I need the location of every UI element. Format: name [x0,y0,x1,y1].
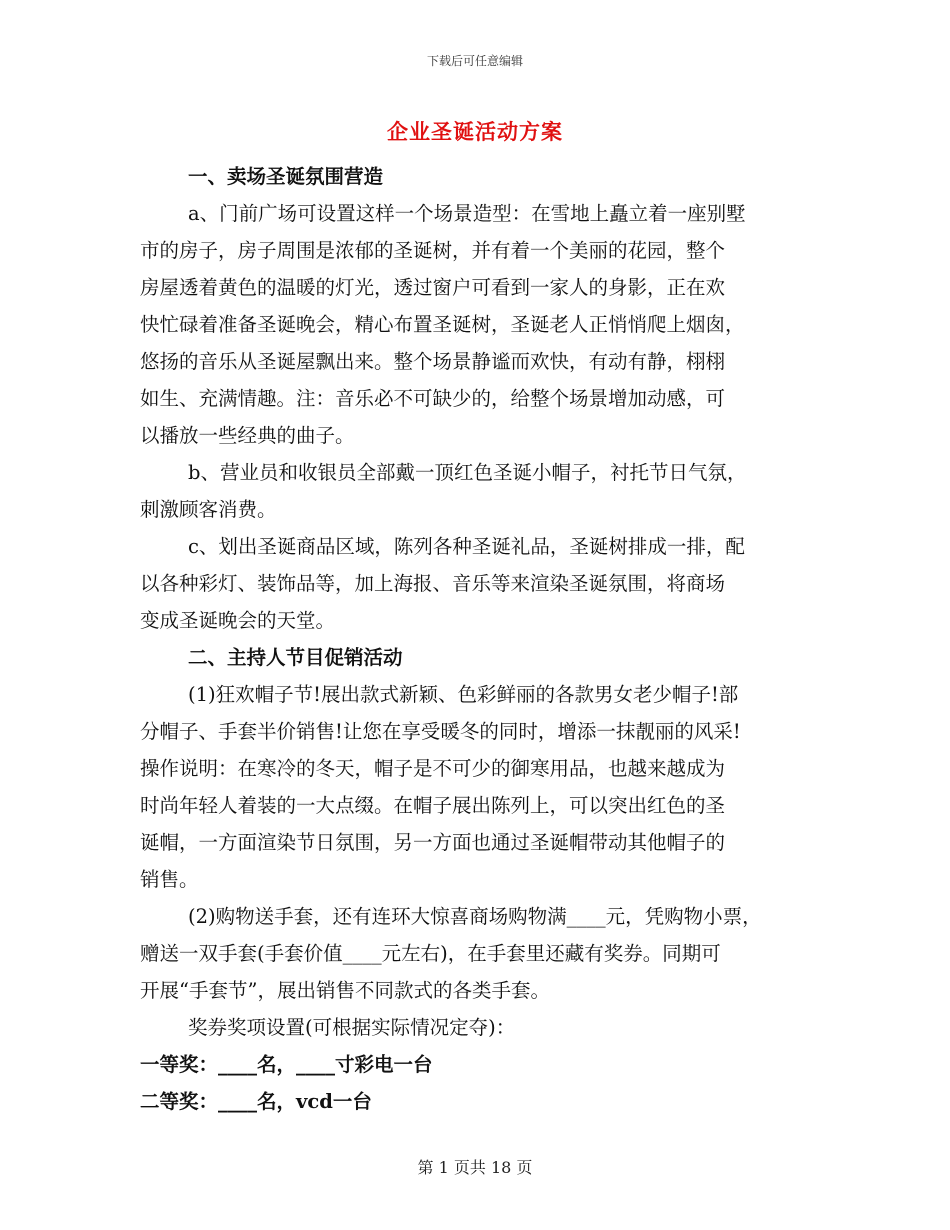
paragraph-line: 开展“手套节”，展出销售不同款式的各类手套。 [140,979,550,1002]
section-heading-1: 一、卖场圣诞氛围营造 [188,165,384,188]
page-number-footer: 第 1 页共 18 页 [417,1158,533,1177]
paragraph-line: 房屋透着黄色的温暖的灯光，透过窗户可看到一家人的身影，正在欢 [140,276,726,299]
paragraph-line: 操作说明：在寒冷的冬天，帽子是不可少的御寒用品，也越来越成为 [140,757,726,780]
prize-line-first: 一等奖：____名，____寸彩电一台 [140,1053,433,1076]
paragraph-line: 以播放一些经典的曲子。 [140,424,355,447]
paragraph-line: a、门前广场可设置这样一个场景造型：在雪地上矗立着一座别墅 [188,202,746,225]
paragraph-line: 快忙碌着准备圣诞晚会，精心布置圣诞树，圣诞老人正悄悄爬上烟囱， [140,313,745,336]
paragraph-line: 赠送一双手套(手套价值____元左右)，在手套里还藏有奖券。同期可 [140,942,721,965]
paragraph-line: b、营业员和收银员全部戴一顶红色圣诞小帽子，衬托节日气氛， [188,461,747,484]
prize-line-second: 二等奖：____名，vcd一台 [140,1090,372,1113]
paragraph-line: 市的房子，房子周围是浓郁的圣诞树，并有着一个美丽的花园，整个 [140,239,726,262]
paragraph-line: 变成圣诞晚会的天堂。 [140,609,336,632]
paragraph-line: 如生、充满情趣。注：音乐必不可缺少的，给整个场景增加动感，可 [140,387,726,410]
paragraph-line: 销售。 [140,868,199,891]
paragraph-line: 时尚年轻人着装的一大点缀。在帽子展出陈列上，可以突出红色的圣 [140,794,726,817]
page-header-note: 下载后可任意编辑 [426,54,523,68]
paragraph-line: 刺激顾客消费。 [140,498,277,521]
paragraph-line: 诞帽，一方面渲染节日氛围，另一方面也通过圣诞帽带动其他帽子的 [140,831,726,854]
paragraph-line: 分帽子、手套半价销售!让您在享受暖冬的同时，增添一抹靓丽的风采! [140,720,741,743]
document-body [140,158,830,1120]
document-title: 企业圣诞活动方案 [387,119,563,144]
paragraph-line: 奖券奖项设置(可根据实际情况定夺)： [188,1016,516,1039]
paragraph-line: c、划出圣诞商品区域，陈列各种圣诞礼品，圣诞树排成一排，配 [188,535,745,558]
paragraph-line: 悠扬的音乐从圣诞屋飘出来。整个场景静谧而欢快，有动有静，栩栩 [140,350,726,373]
section-heading-2: 二、主持人节目促销活动 [188,646,403,669]
paragraph-line: (1)狂欢帽子节!展出款式新颖、色彩鲜丽的各款男女老少帽子!部 [188,683,739,706]
paragraph-line: (2)购物送手套，还有连环大惊喜商场购物满____元，凭购物小票， [188,905,762,928]
paragraph-line: 以各种彩灯、装饰品等，加上海报、音乐等来渲染圣诞氛围，将商场 [140,572,726,595]
